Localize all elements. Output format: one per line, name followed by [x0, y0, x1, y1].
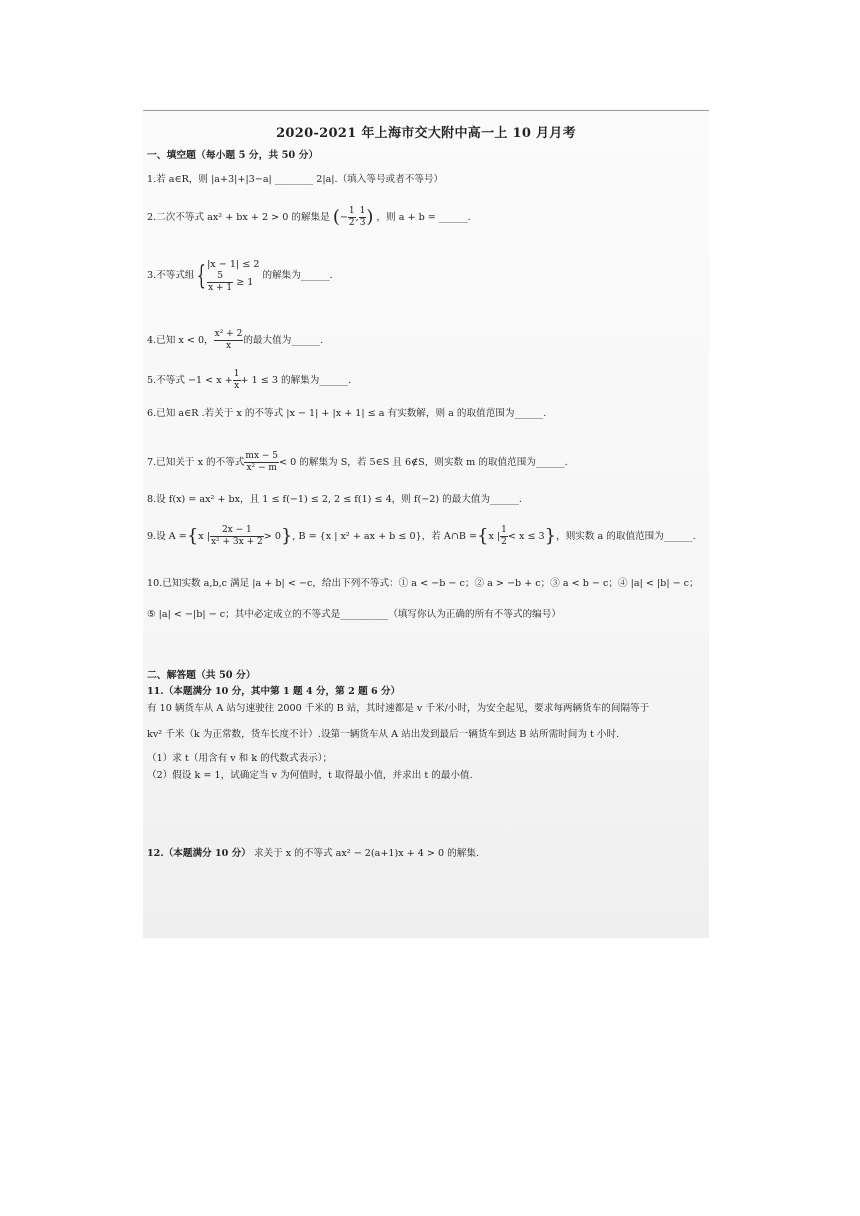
- q5-suffix: + 1 ≤ 3 的解集为______.: [240, 375, 352, 386]
- q9-fraction-a: $\frac{2x - 1}{\text{x² + 3x + 2}}$: [210, 525, 263, 547]
- question-12-heading: 12.（本题满分 10 分）: [147, 848, 251, 859]
- question-11-body-1: 有 10 辆货车从 A 站匀速驶往 2000 千米的 B 站，其时速都是 v 千米/小时，为安全起见，要求每两辆货车的间隔等于: [147, 703, 650, 714]
- page-title: 2020-2021 年上海市交大附中高一上 10 月月考: [276, 126, 576, 141]
- q4-suffix: 的最大值为______.: [243, 335, 324, 346]
- q9-fraction-c: $\frac{1}{2}$: [501, 525, 507, 547]
- q7-suffix: < 0 的解集为 S，若 5∈S 且 6∉S，则实数 m 的取值范围为______.: [279, 457, 568, 468]
- q3-fraction: $\frac{5}{x + 1}$: [208, 271, 233, 294]
- q9-middle: , B = {x | x² + ax + b ≤ 0}，若 A∩B =: [292, 531, 478, 542]
- q3-system: [207, 258, 259, 293]
- question-11-body-2: kv² 千米（k 为正常数，货车长度不计）.设第一辆货车从 A 站出发到最后一辆货车到达 B 站所需时间为 t 小时.: [147, 729, 620, 740]
- exam-paper: [143, 108, 709, 938]
- q2-suffix: ，则 a + b = ______.: [376, 212, 471, 223]
- q3-brace: {: [196, 260, 206, 291]
- q2-fraction-2: $\frac{1}{3}$: [359, 206, 366, 228]
- section-heading-answer: 二、解答题（共 50 分）: [147, 670, 256, 681]
- q5-fraction: $\frac{1}{x}$: [233, 369, 240, 391]
- q4-fraction: $\frac{\text{x² + 2}}{x}$: [214, 329, 243, 351]
- question-5: [147, 370, 717, 391]
- q2-prefix: 2.二次不等式 ax² + bx + 2 > 0 的解集是: [147, 212, 330, 223]
- question-12: [147, 848, 717, 860]
- question-3: [147, 258, 717, 293]
- q3-row-1: |x − 1| ≤ 2: [207, 259, 260, 270]
- question-1: 1.若 a∈R，则 |a+3|+|3−a| ________ 2|a|.（填入等号或者不等号）: [147, 174, 444, 185]
- top-rule: [143, 110, 709, 111]
- q3-suffix: 的解集为______.: [262, 270, 333, 282]
- q2-fraction-1: $\frac{1}{2}$: [348, 206, 355, 228]
- q5-prefix: 5.不等式 −1 < x +: [147, 375, 233, 386]
- section-heading-fill: 一、填空题（每小题 5 分，共 50 分）: [147, 150, 319, 161]
- q3-row-2-relation: ≥ 1: [236, 277, 254, 289]
- question-10-line-2: ⑤ |a| < −|b| − c；其中必定成立的不等式是__________（填写你认为正确的所有不等式的编号）: [147, 609, 561, 620]
- q9-open-brace-c: {: [477, 525, 489, 547]
- q2-left-paren: (: [332, 206, 340, 228]
- q7-prefix: 7.已知关于 x 的不等式: [147, 457, 245, 468]
- q9-prefix: 9.设 A =: [147, 531, 187, 542]
- q9-close-brace-a: }: [280, 525, 293, 547]
- q2-minus: −: [339, 212, 348, 223]
- q7-fraction: $\frac{mx - 5}{\text{x² − m}}$: [245, 451, 279, 473]
- question-11-sub-2: （2）假设 k = 1，试确定当 v 为何值时，t 取得最小值，并求出 t 的最小值.: [147, 770, 473, 781]
- question-2: 2.二次不等式 ax² + bx + 2 > 0 的解集是 (− $\frac{1}{2}$ , $\frac{1}{3}$ ) ，则 a + b = ______.: [147, 206, 471, 228]
- question-11-sub-1: （1）求 t（用含有 v 和 k 的代数式表示）；: [147, 753, 333, 764]
- q9-open-brace-a: {: [186, 525, 199, 547]
- question-10-line-1: 10.已知实数 a,b,c 满足 |a + b| < −c，给出下列不等式：① a < −b − c；② a > −b + c；③ a < b − c；④ |a| < |b| − c；: [147, 578, 699, 589]
- q9-suffix: ，则实数 a 的取值范围为______.: [556, 531, 696, 542]
- question-12-body: 求关于 x 的不等式 ax² − 2(a+1)x + 4 > 0 的解集.: [253, 848, 480, 859]
- question-9: 9.设 A ={x | $\frac{2x - 1}{\text{x² + 3x + 2}}$ > 0}, B = {x | x² + ax + b ≤ 0}，若 A∩B ={x | $\frac{1}{2}$ < x ≤ 3}，则实数 a 的取值范围为______.: [147, 525, 696, 547]
- question-4: [147, 330, 717, 351]
- q9-close-brace-c: }: [544, 525, 557, 547]
- question-6: 6.已知 a∈R .若关于 x 的不等式 |x − 1| + |x + 1| ≤ a 有实数解，则 a 的取值范围为______.: [147, 408, 547, 419]
- q3-prefix: 3.不等式组: [147, 270, 195, 282]
- question-8: 8.设 f(x) = ax² + bx，且 1 ≤ f(−1) ≤ 2, 2 ≤ f(1) ≤ 4，则 f(−2) 的最大值为______.: [147, 494, 522, 505]
- q4-prefix: 4.已知 x < 0，: [147, 335, 214, 346]
- question-7: [147, 452, 717, 473]
- question-11-heading: 11.（本题满分 10 分，其中第 1 题 4 分，第 2 题 6 分）: [147, 686, 401, 697]
- q2-right-paren: ): [366, 206, 374, 228]
